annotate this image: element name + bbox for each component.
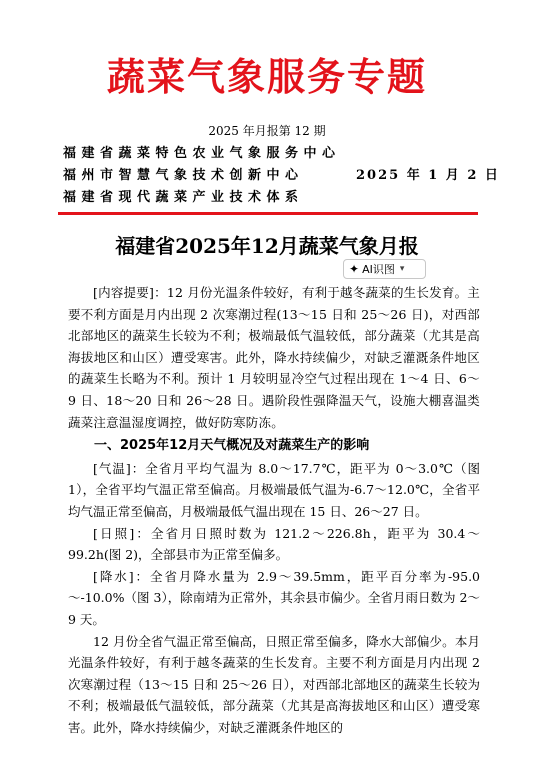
section-heading: 一、2025年12月天气概况及对蔬菜生产的影响 <box>94 438 370 454</box>
masthead-title: 蔬菜气象服务专题 <box>106 55 427 99</box>
analysis-paragraph: 12 月份全省气温正常至偏高，日照正常至偏多，降水大部偏少。本月光温条件较好，有利于越冬蔬菜的生长发育。主要不利方面是月内出现 2 次寒潮过程（13～15 日和 25～26 日），对西部北部地区的蔬菜生长较为不利；极端最低气温较低，部分蔬菜（尤其是高海拔地区和山区）遭受寒害。此外，降水持续偏少，对缺乏灌溉条件地区的 <box>68 633 480 735</box>
sparkle-icon: ✦ <box>349 262 360 276</box>
ai-recognize-button[interactable] <box>343 259 426 279</box>
issue-number: 2025 年月报第 12 期 <box>208 124 326 138</box>
temperature-paragraph: [气温]：全省月平均气温为 8.0～17.7℃，距平为 0～3.0℃（图 1），全省平均气温正常至偏高。月极端最低气温为-6.7～12.0℃，全省平均气温正常至偏高，月极端最低气温出现在 15 日、26～27 日。 <box>68 460 480 519</box>
org-name-1: 福建省蔬菜特色农业气象服务中心 <box>63 146 341 161</box>
sunshine-paragraph: [日照]：全省月日照时数为 121.2～226.8h，距平为 30.4～99.2h(图 2)，全部县市为正常至偏多。 <box>68 525 480 563</box>
publish-date: 2025 年 1 月 2 日 <box>356 168 500 183</box>
document-body <box>68 282 480 738</box>
summary-paragraph: [内容提要]：12 月份光温条件较好，有利于越冬蔬菜的生长发育。主要不利方面是月内出现 2 次寒潮过程(13～15 日和 25～26 日)，对西部北部地区的蔬菜生长较为不利；极端最低气温较低，部分蔬菜（尤其是高海拔地区和山区）遭受寒害。此外，降水持续偏少，对缺乏灌溉条件地区的蔬菜生长略为不利。预计 1 月较明显冷空气过程出现在 1～4 日、6～9 日、18～20 日和 26～28 日。遇阶段性强降温天气，设施大棚喜温类蔬菜注意温湿度调控，做好防寒防冻。 <box>68 285 480 430</box>
ai-recognize-label: AI识图 <box>362 263 395 276</box>
chevron-down-icon: ▾ <box>399 264 405 274</box>
org-name-2: 福州市智慧气象技术创新中心 <box>63 168 304 183</box>
precipitation-paragraph: [降水]：全省月降水量为 2.9～39.5mm，距平百分率为-95.0～-10.0%（图 3），除南靖为正常外，其余县市偏少。全省月雨日数为 2～9 天。 <box>68 568 480 627</box>
document-title: 福建省2025年12月蔬菜气象月报 <box>115 234 419 258</box>
org-name-3: 福建省现代蔬菜产业技术体系 <box>63 190 304 205</box>
header-divider <box>58 212 478 215</box>
